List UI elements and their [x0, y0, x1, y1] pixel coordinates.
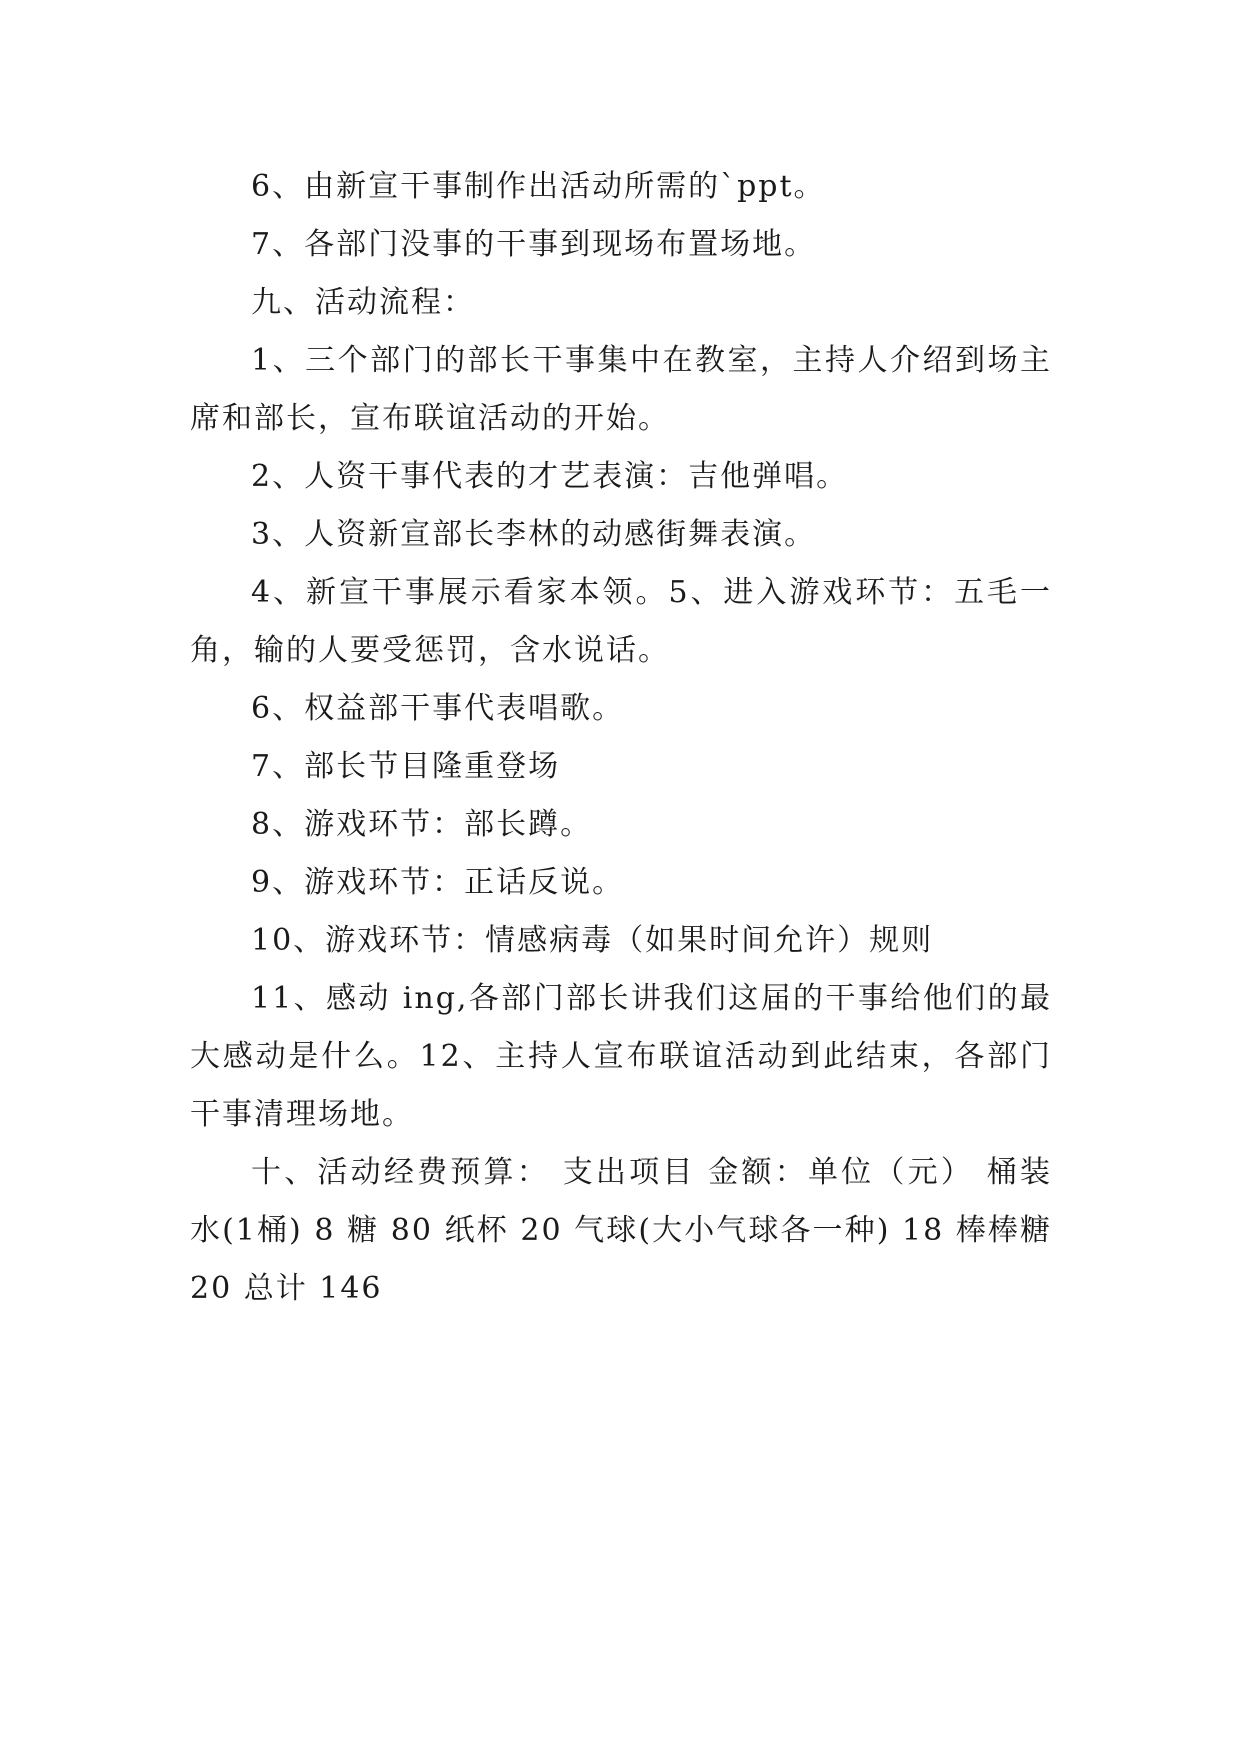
paragraph-step-7-setup: 7、各部门没事的干事到现场布置场地。 — [251, 227, 817, 262]
document-body — [190, 158, 1052, 1318]
paragraph-flow-2: 2、人资干事代表的才艺表演：吉他弹唱。 — [251, 459, 849, 494]
paragraph-step-6-ppt: 6、由新宣干事制作出活动所需的`ppt。 — [251, 169, 826, 204]
paragraph-flow-4-5: 4、新宣干事展示看家本领。5、进入游戏环节：五毛一角，输的人要受惩罚，含水说话。 — [190, 575, 1052, 668]
paragraph-flow-9: 9、游戏环节：正话反说。 — [251, 865, 625, 900]
paragraph-flow-3: 3、人资新宣部长李林的动感街舞表演。 — [251, 517, 817, 552]
paragraph-flow-10: 10、游戏环节：情感病毒（如果时间允许）规则 — [251, 923, 934, 958]
section-budget: 十、活动经费预算： 支出项目 金额：单位（元） 桶装水(1桶) 8 糖 80 纸杯 20 气球(大小气球各一种) 18 棒棒糖 20 总计 146 — [190, 1155, 1052, 1306]
paragraph-flow-8: 8、游戏环节：部长蹲。 — [251, 807, 593, 842]
paragraph-flow-7: 7、部长节目隆重登场 — [251, 749, 561, 784]
paragraph-flow-11-12: 11、感动 ing,各部门部长讲我们这届的干事给他们的最大感动是什么。12、主持人宣布联谊活动到此结束，各部门干事清理场地。 — [190, 981, 1052, 1132]
paragraph-flow-1: 1、三个部门的部长干事集中在教室，主持人介绍到场主席和部长，宣布联谊活动的开始。 — [190, 343, 1052, 436]
section-heading-activity-flow: 九、活动流程： — [251, 285, 475, 320]
paragraph-flow-6: 6、权益部干事代表唱歌。 — [251, 691, 625, 726]
